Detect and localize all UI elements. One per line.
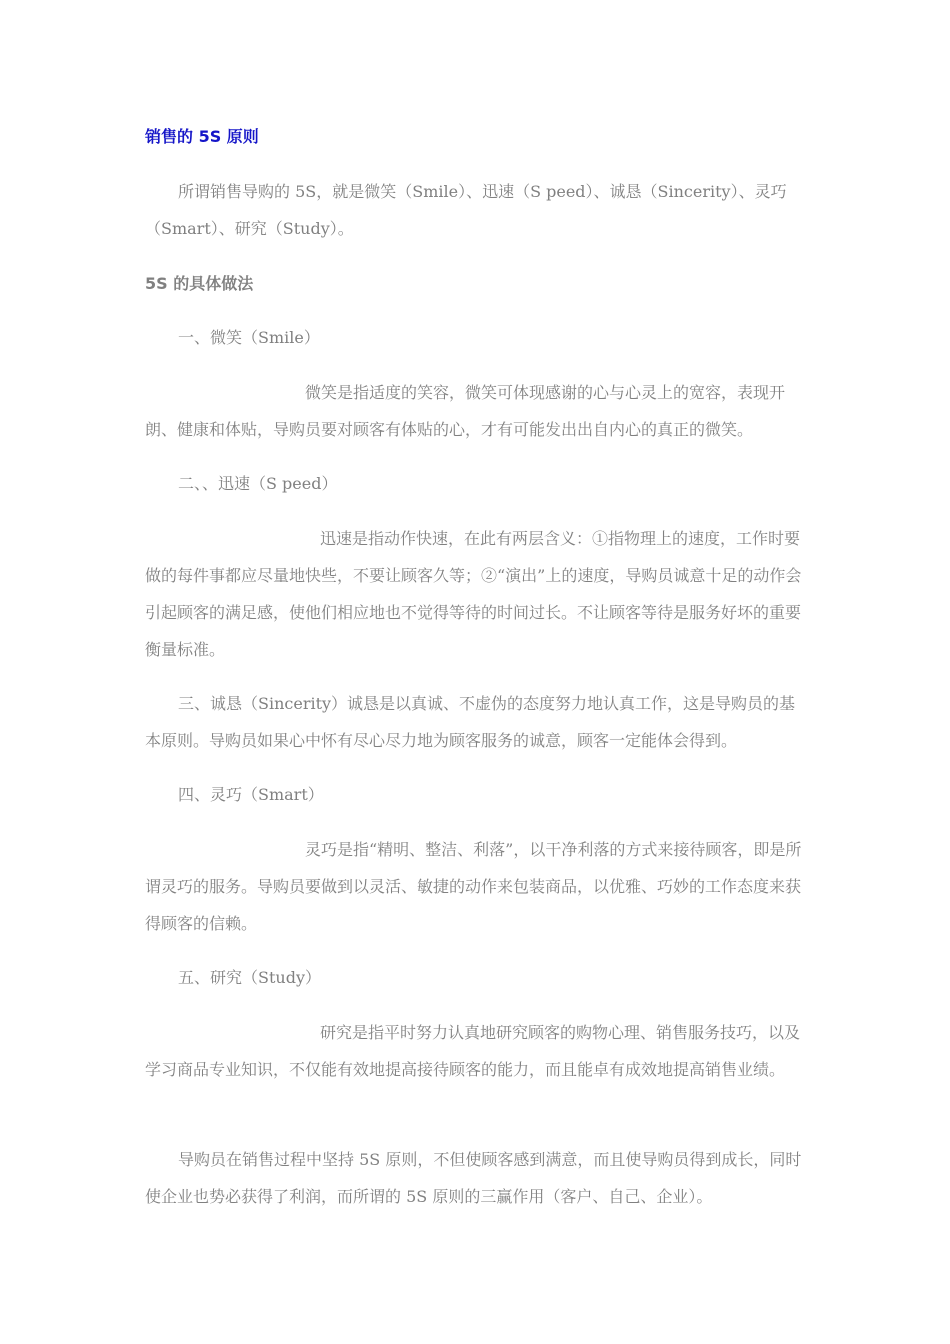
- item-2-heading: 二、、迅速（S peed）: [178, 474, 338, 493]
- item-1-heading: 一、微笑（Smile）: [178, 328, 320, 347]
- document-title: 销售的 5S 原则: [145, 127, 259, 146]
- item-5-body: 研究是指平时努力认真地研究顾客的购物心理、销售服务技巧，以及学习商品专业知识，不仅能有效地提高接待顾客的能力，而且能卓有成效地提高销售业绩。: [145, 1023, 801, 1079]
- item-1-body: 微笑是指适度的笑容，微笑可体现感谢的心与心灵上的宽容，表现开朗、健康和体贴，导购员要对顾客有体贴的心，才有可能发出出自内心的真正的微笑。: [145, 383, 786, 439]
- section-heading: 5S 的具体做法: [145, 274, 254, 293]
- item-5-heading: 五、研究（Study）: [178, 968, 321, 987]
- item-3-paragraph: 三、诚恳（Sincerity）诚恳是以真诚、不虚伪的态度努力地认真工作，这是导购员的基本原则。导购员如果心中怀有尽心尽力地为顾客服务的诚意，顾客一定能体会得到。: [145, 694, 796, 750]
- conclusion-paragraph: 导购员在销售过程中坚持 5S 原则，不但使顾客感到满意，而且使导购员得到成长，同时使企业也势必获得了利润，而所谓的 5S 原则的三赢作用（客户、自己、企业）。: [145, 1150, 802, 1206]
- item-4-heading: 四、灵巧（Smart）: [178, 785, 324, 804]
- item-2-body: 迅速是指动作快速，在此有两层含义：①指物理上的速度，工作时要做的每件事都应尽量地快些，不要让顾客久等；②“演出”上的速度，导购员诚意十足的动作会引起顾客的满足感，使他们相应地也不觉得等待的时间过长。不让顾客等待是服务好坏的重要衡量标准。: [145, 529, 802, 659]
- intro-paragraph: 所谓销售导购的 5S，就是微笑（Smile）、迅速（S peed）、诚恳（Sincerity）、灵巧（Smart）、研究（Study）。: [145, 182, 787, 238]
- item-4-body: 灵巧是指“精明、整洁、利落”，以干净利落的方式来接待顾客，即是所谓灵巧的服务。导购员要做到以灵活、敏捷的动作来包装商品，以优雅、巧妙的工作态度来获得顾客的信赖。: [145, 840, 802, 933]
